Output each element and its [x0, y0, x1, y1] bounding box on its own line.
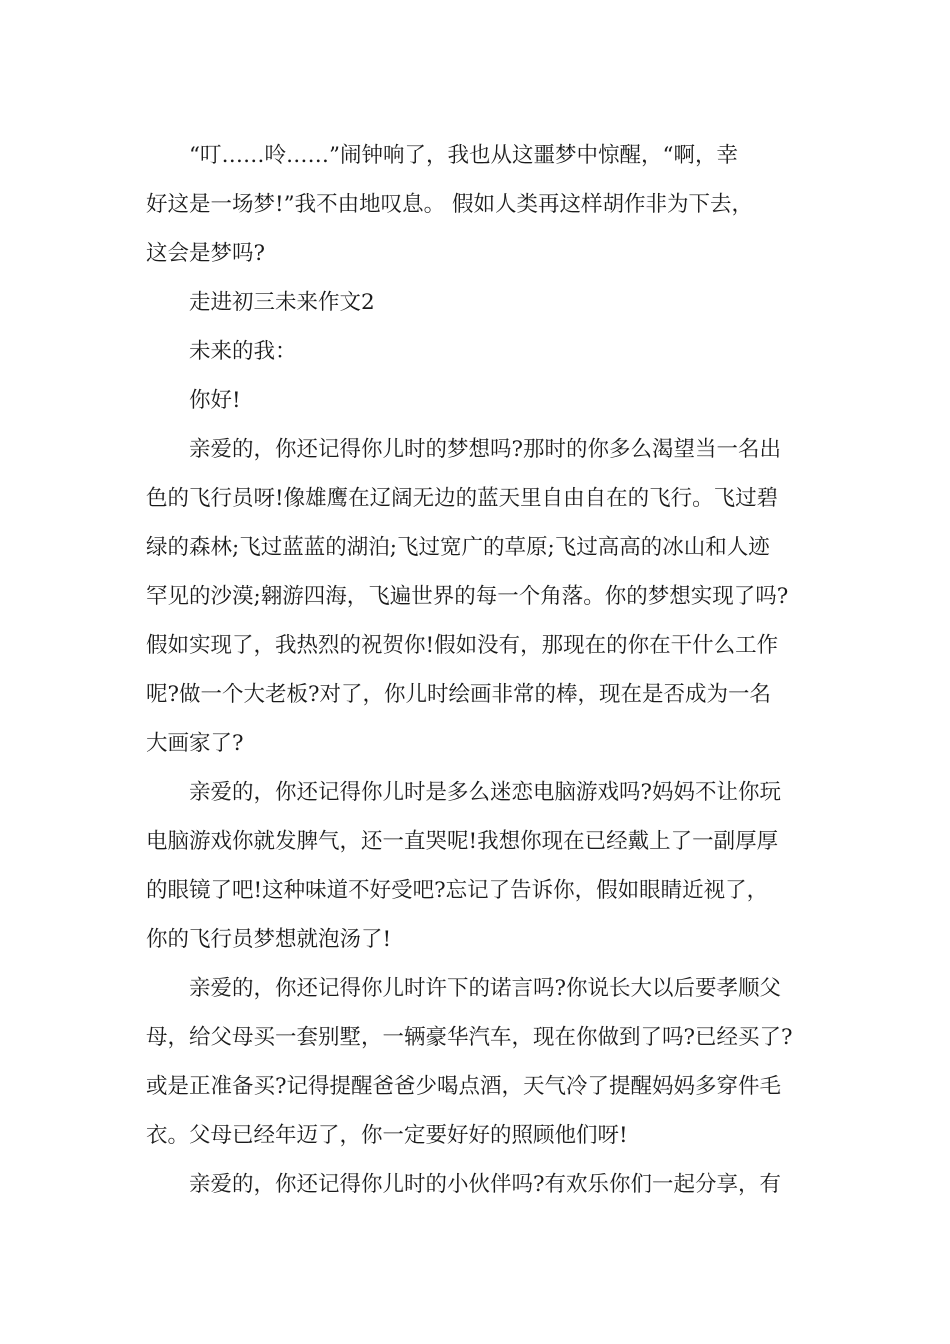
- text-line: 好这是一场梦!”我不由地叹息。 假如人类再这样胡作非为下去，: [146, 192, 753, 217]
- text-line: 色的飞行员呀!像雄鹰在辽阔无边的蓝天里自由自在的飞行。飞过碧: [146, 486, 779, 511]
- text-line: 亲爱的，你还记得你儿时的小伙伴吗?有欢乐你们一起分享，有: [189, 1172, 782, 1197]
- text-line: 走进初三未来作文2: [189, 290, 375, 315]
- text-line: “叮……呤……”闹钟响了，我也从这噩梦中惊醒，“啊，幸: [189, 143, 738, 168]
- text-line: 亲爱的，你还记得你儿时是多么迷恋电脑游戏吗?妈妈不让你玩: [189, 780, 782, 805]
- text-line: 未来的我：: [189, 339, 297, 364]
- text-line: 电脑游戏你就发脾气，还一直哭呢!我想你现在已经戴上了一副厚厚: [146, 829, 779, 854]
- text-line: 绿的森林;飞过蓝蓝的湖泊;飞过宽广的草原;飞过高高的冰山和人迹: [146, 535, 770, 560]
- text-line: 母，给父母买一套别墅，一辆豪华汽车，现在你做到了吗?已经买了?: [146, 1025, 793, 1050]
- text-line: 的眼镜了吧!这种味道不好受吧?忘记了告诉你，假如眼睛近视了，: [146, 878, 769, 903]
- text-line: 罕见的沙漠;翱游四海，飞遍世界的每一个角落。你的梦想实现了吗?: [146, 584, 789, 609]
- text-line: 亲爱的，你还记得你儿时许下的诺言吗?你说长大以后要孝顺父: [189, 976, 782, 1001]
- text-line: 你好!: [189, 388, 241, 413]
- text-line: 假如实现了，我热烈的祝贺你!假如没有，那现在的你在干什么工作: [146, 633, 779, 658]
- text-line: 大画家了?: [146, 731, 244, 756]
- text-line: 这会是梦吗?: [146, 241, 266, 266]
- document-body: [146, 131, 812, 1209]
- text-line: 或是正准备买?记得提醒爸爸少喝点酒，天气冷了提醒妈妈多穿件毛: [146, 1074, 782, 1099]
- text-line: 亲爱的，你还记得你儿时的梦想吗?那时的你多么渴望当一名出: [189, 437, 782, 462]
- text-line: 衣。父母已经年迈了，你一定要好好的照顾他们呀!: [146, 1123, 628, 1148]
- text-line: 你的飞行员梦想就泡汤了!: [146, 927, 392, 952]
- text-line: 呢?做一个大老板?对了，你儿时绘画非常的棒，现在是否成为一名: [146, 682, 772, 707]
